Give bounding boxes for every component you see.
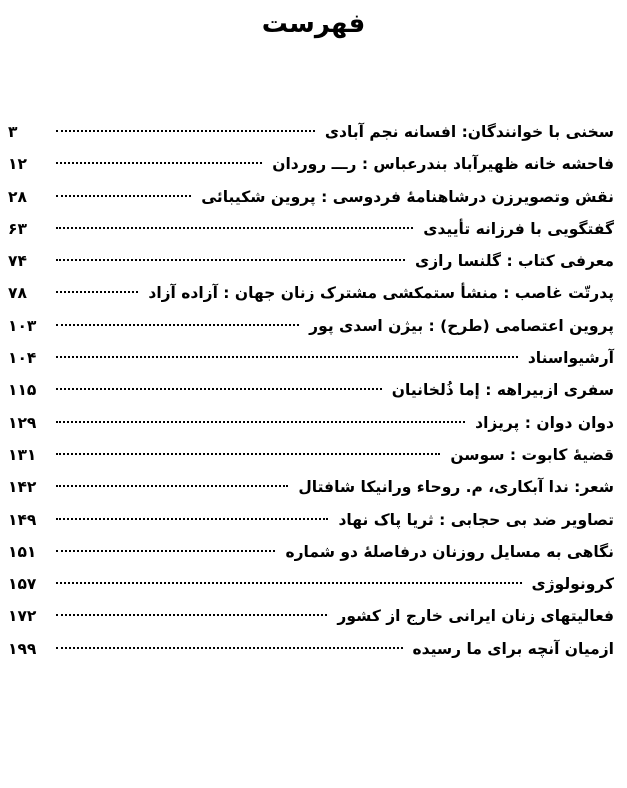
dot-leader bbox=[56, 290, 138, 293]
toc-entry-title: تصاویر ضد بی حجابی : ثریا پاک نهاد bbox=[338, 510, 614, 529]
toc-entry bbox=[8, 377, 614, 409]
toc-entry-title: آرشیواسناد bbox=[527, 349, 614, 368]
toc-entry-title: پروین اعتصامی (طرح) : بیژن اسدی پور bbox=[309, 316, 614, 335]
toc-entry-title: فاحشه خانه ظهیرآباد بندرعباس : رـــ روردان bbox=[272, 155, 614, 174]
toc-entry-page: ۱۳۱ bbox=[8, 445, 37, 464]
toc-entry bbox=[8, 280, 614, 312]
toc-entry-title: کرونولوژی bbox=[531, 575, 614, 594]
toc-entry bbox=[8, 345, 614, 377]
toc-entry-page: ۱۴۲ bbox=[8, 478, 37, 497]
toc-entry-title: ازمیان آنچه برای ما رسیده bbox=[412, 639, 614, 658]
toc-entry bbox=[8, 539, 614, 571]
toc-entry-page: ۱۱۵ bbox=[8, 381, 37, 400]
dot-leader bbox=[56, 549, 275, 552]
dot-leader bbox=[56, 355, 518, 358]
toc-entry-title: معرفی کتاب : گلنسا رازی bbox=[415, 252, 614, 271]
toc-entry-page: ۱۷۲ bbox=[8, 607, 37, 626]
toc-entry bbox=[8, 442, 614, 474]
dot-leader bbox=[56, 646, 403, 649]
toc-entry-page: ۷۴ bbox=[8, 252, 27, 271]
toc-entry bbox=[8, 313, 614, 345]
toc-entry bbox=[8, 151, 614, 183]
dot-leader bbox=[56, 323, 299, 326]
toc-entry-page: ۱۴۹ bbox=[8, 510, 37, 529]
dot-leader bbox=[56, 613, 327, 616]
toc-entry-page: ۱۰۴ bbox=[8, 349, 37, 368]
toc-entry-page: ۱۵۱ bbox=[8, 542, 37, 561]
dot-leader bbox=[56, 420, 465, 423]
toc-entry-page: ۶۳ bbox=[8, 219, 27, 238]
toc-entry bbox=[8, 571, 614, 603]
toc-entry-page: ۱۹۹ bbox=[8, 639, 37, 658]
toc-entry-title: سخنی با خوانندگان: افسانه نجم آبادی bbox=[324, 123, 614, 141]
dot-leader bbox=[56, 161, 262, 164]
toc-entry-page: ۱۰۳ bbox=[8, 316, 37, 335]
toc-entry bbox=[8, 119, 614, 151]
toc-entry bbox=[8, 474, 614, 506]
toc-entry-page: ۱۵۷ bbox=[8, 575, 37, 594]
toc-entry-title: گفتگویی با فرزانه تأییدی bbox=[423, 219, 614, 238]
toc-entry-title: نگاهی به مسایل روزنان درفاصلهٔ دو شماره bbox=[285, 542, 614, 561]
dot-leader bbox=[56, 194, 191, 197]
page-title: فهرست bbox=[261, 9, 366, 39]
toc-entry-title: قضیهٔ کابوت : سوسن bbox=[450, 445, 614, 464]
dot-leader bbox=[56, 484, 288, 487]
toc-entry bbox=[8, 636, 614, 668]
dot-leader bbox=[56, 226, 413, 229]
dot-leader bbox=[56, 387, 382, 390]
toc-entry-page: ۲۸ bbox=[8, 187, 27, 206]
dot-leader bbox=[56, 129, 315, 132]
toc-entry-page: ۱۲۹ bbox=[8, 413, 37, 432]
table-of-contents bbox=[8, 119, 614, 668]
dot-leader bbox=[56, 258, 405, 261]
toc-entry bbox=[8, 603, 614, 635]
dot-leader bbox=[56, 517, 328, 520]
toc-entry bbox=[8, 184, 614, 216]
toc-entry-title: شعر: ندا آبکاری، م. روحاء ورانیکا شافتال bbox=[298, 478, 614, 497]
toc-entry-title: دوان دوان : پریزاد bbox=[475, 413, 614, 432]
toc-entry-page: ۱۲ bbox=[8, 155, 27, 174]
toc-entry-title: نقش وتصویرزن درشاهنامهٔ فردوسی : پروین شکیبائی bbox=[201, 187, 614, 206]
toc-entry bbox=[8, 410, 614, 442]
toc-entry-page: ۳ bbox=[8, 123, 18, 141]
toc-entry bbox=[8, 216, 614, 248]
toc-entry bbox=[8, 248, 614, 280]
toc-entry-title: پدرتّت غاصب : منشأ ستمکشی مشترک زنان جهان : آزاده آزاد bbox=[148, 284, 614, 303]
toc-entry-title: سفری ازبیراهه : إما ذُلخانیان bbox=[391, 381, 614, 400]
toc-entry-page: ۷۸ bbox=[8, 284, 27, 303]
toc-entry bbox=[8, 507, 614, 539]
toc-entry-title: فعالیتهای زنان ایرانی خارج از کشور bbox=[337, 607, 614, 626]
dot-leader bbox=[56, 452, 440, 455]
dot-leader bbox=[56, 581, 522, 584]
